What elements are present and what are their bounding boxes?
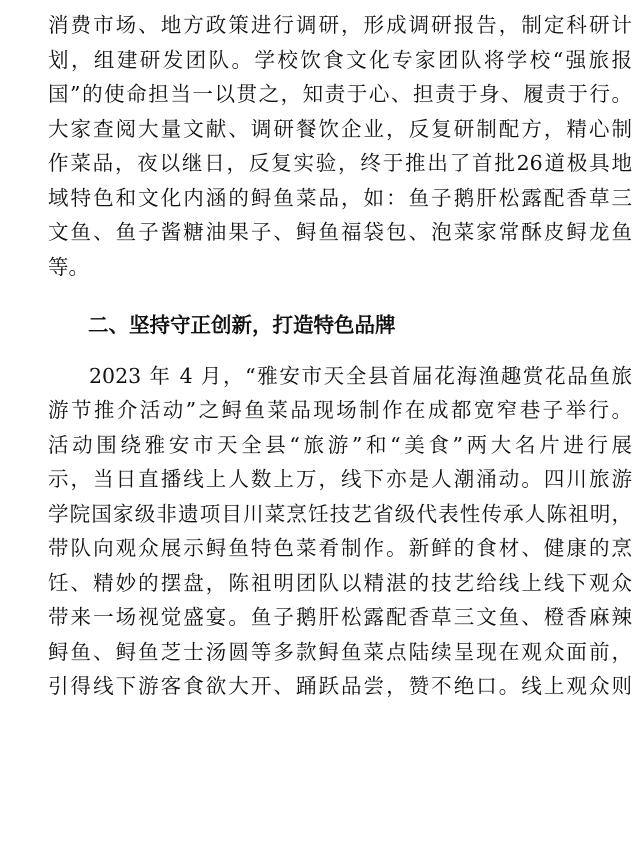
paragraph-line: 示，当日直播线上人数上万，线下亦是人潮涌动。四川旅游 — [48, 467, 632, 491]
paragraph-2 — [48, 359, 632, 704]
section-heading: 二、坚持守正创新，打造特色品牌 — [88, 313, 396, 337]
paragraph-1 — [48, 8, 632, 284]
paragraph-line: 等。 — [48, 254, 89, 279]
paragraph-line: 游节推介活动”之鲟鱼菜品现场制作在成都宽窄巷子举行。 — [48, 398, 632, 422]
paragraph-line: 划，组建研发团队。学校饮食文化专家团队将学校“强旅报 — [48, 47, 632, 72]
paragraph-line: 带来一场视觉盛宴。鱼子鹅肝松露配香草三文鱼、橙香麻辣 — [48, 605, 632, 629]
paragraph-line: 文鱼、鱼子酱糖油果子、鲟鱼福袋包、泡菜家常酥皮鲟龙鱼 — [48, 220, 632, 244]
paragraph-line: 消费市场、地方政策进行调研，形成调研报告，制定科研计 — [48, 13, 632, 37]
document-page — [48, 8, 632, 704]
paragraph-line: 学院国家级非遗项目川菜烹饪技艺省级代表性传承人陈祖明， — [48, 501, 632, 526]
paragraph-line: 饪、精妙的摆盘，陈祖明团队以精湛的技艺给线上线下观众 — [48, 570, 632, 595]
paragraph-line: 域特色和文化内涵的鲟鱼菜品，如：鱼子鹅肝松露配香草三 — [48, 185, 632, 210]
paragraph-line: 引得线下游客食欲大开、踊跃品尝，赞不绝口。线上观众则 — [48, 674, 632, 698]
paragraph-line: 2023 年 4 月，“雅安市天全县首届花海渔趣赏花品鱼旅 — [89, 363, 632, 388]
paragraph-line: 作菜品，夜以继日，反复实验，终于推出了首批26道极具地 — [48, 151, 632, 175]
paragraph-line: 大家查阅大量文献、调研餐饮企业，反复研制配方，精心制 — [48, 116, 632, 141]
paragraph-line: 鲟鱼、鲟鱼芝士汤圆等多款鲟鱼菜点陆续呈现在观众面前， — [48, 639, 632, 664]
paragraph-line: 活动围绕雅安市天全县“旅游”和“美食”两大名片进行展 — [48, 432, 632, 457]
paragraph-line: 带队向观众展示鲟鱼特色菜肴制作。新鲜的食材、健康的烹 — [48, 536, 632, 560]
paragraph-line: 国”的使命担当一以贯之，知责于心、担责于身、履责于行。 — [48, 82, 632, 106]
